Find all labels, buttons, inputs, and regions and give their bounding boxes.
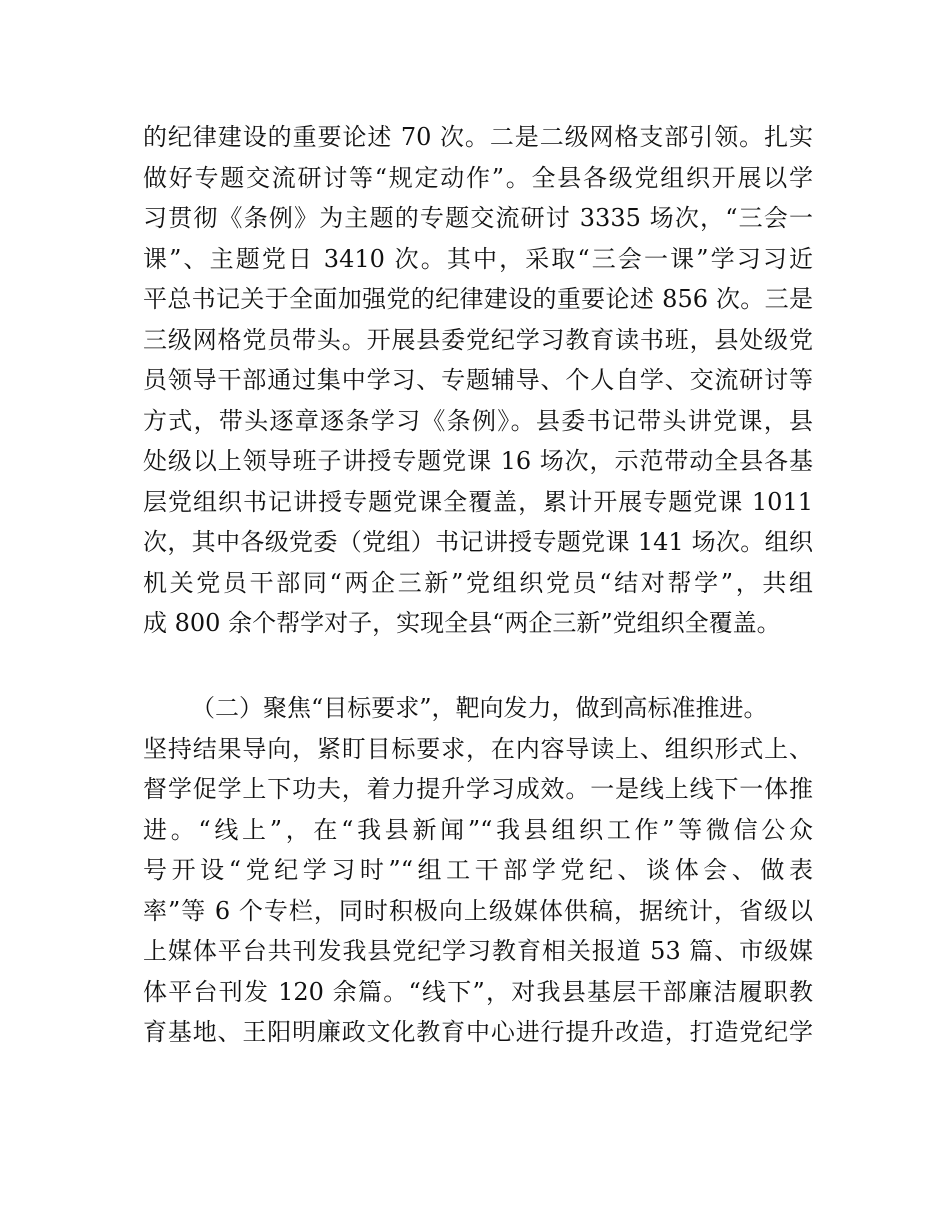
text-line: 督学促学上下功夫，着力提升学习成效。一是线上线下一体推 — [143, 775, 813, 803]
text-line: 员领导干部通过集中学习、专题辅导、个人自学、交流研讨等 — [143, 366, 813, 394]
text-line: 率”等 6 个专栏，同时积极向上级媒体供稿，据统计，省级以 — [143, 896, 813, 925]
text-line: 进。“线上”，在“我县新闻”“我县组织工作”等微信公众 — [143, 815, 813, 844]
text-line: 课”、主题党日 3410 次。其中，采取“三会一课”学习习近 — [143, 244, 813, 273]
text-line: 做好专题交流研讨等“规定动作”。全县各级党组织开展以学 — [143, 163, 813, 192]
text-line: 号开设“党纪学习时”“组工干部学党纪、谈体会、做表 — [143, 856, 813, 884]
paragraph-1 — [143, 117, 813, 644]
section-heading-line: （二）聚焦“目标要求”，靶向发力，做到高标准推进。 — [191, 694, 768, 722]
text-line: 层党组织书记讲授专题党课全覆盖，累计开展专题党课 1011 — [143, 487, 813, 516]
text-line: 成 800 余个帮学对子，实现全县“两企三新”党组织全覆盖。 — [143, 609, 781, 637]
text-line: 处级以上领导班子讲授专题党课 16 场次，示范带动全县各基 — [143, 447, 813, 475]
text-line: 机关党员干部同“两企三新”党组织党员“结对帮学”，共组 — [143, 568, 813, 597]
text-line: 体平台刊发 120 余篇。“线下”，对我县基层干部廉洁履职教 — [143, 977, 813, 1006]
text-line: 坚持结果导向，紧盯目标要求，在内容导读上、组织形式上、 — [143, 734, 813, 763]
text-line: 习贯彻《条例》为主题的专题交流研讨 3335 场次，“三会一 — [143, 204, 813, 232]
text-line: 次，其中各级党委（党组）书记讲授专题党课 141 场次。组织 — [143, 528, 813, 556]
text-line: 平总书记关于全面加强党的纪律建设的重要论述 856 次。三是 — [143, 285, 813, 313]
text-line: 三级网格党员带头。开展县委党纪学习教育读书班，县处级党 — [143, 325, 813, 354]
paragraph-2 — [143, 688, 813, 1053]
text-line: 的纪律建设的重要论述 70 次。二是二级网格支部引领。扎实 — [143, 123, 813, 151]
text-line: 方式，带头逐章逐条学习《条例》。县委书记带头讲党课，县 — [143, 406, 813, 435]
text-line: 育基地、王阳明廉政文化教育中心进行提升改造，打造党纪学 — [143, 1018, 813, 1046]
text-line: 上媒体平台共刊发我县党纪学习教育相关报道 53 篇、市级媒 — [143, 937, 813, 965]
